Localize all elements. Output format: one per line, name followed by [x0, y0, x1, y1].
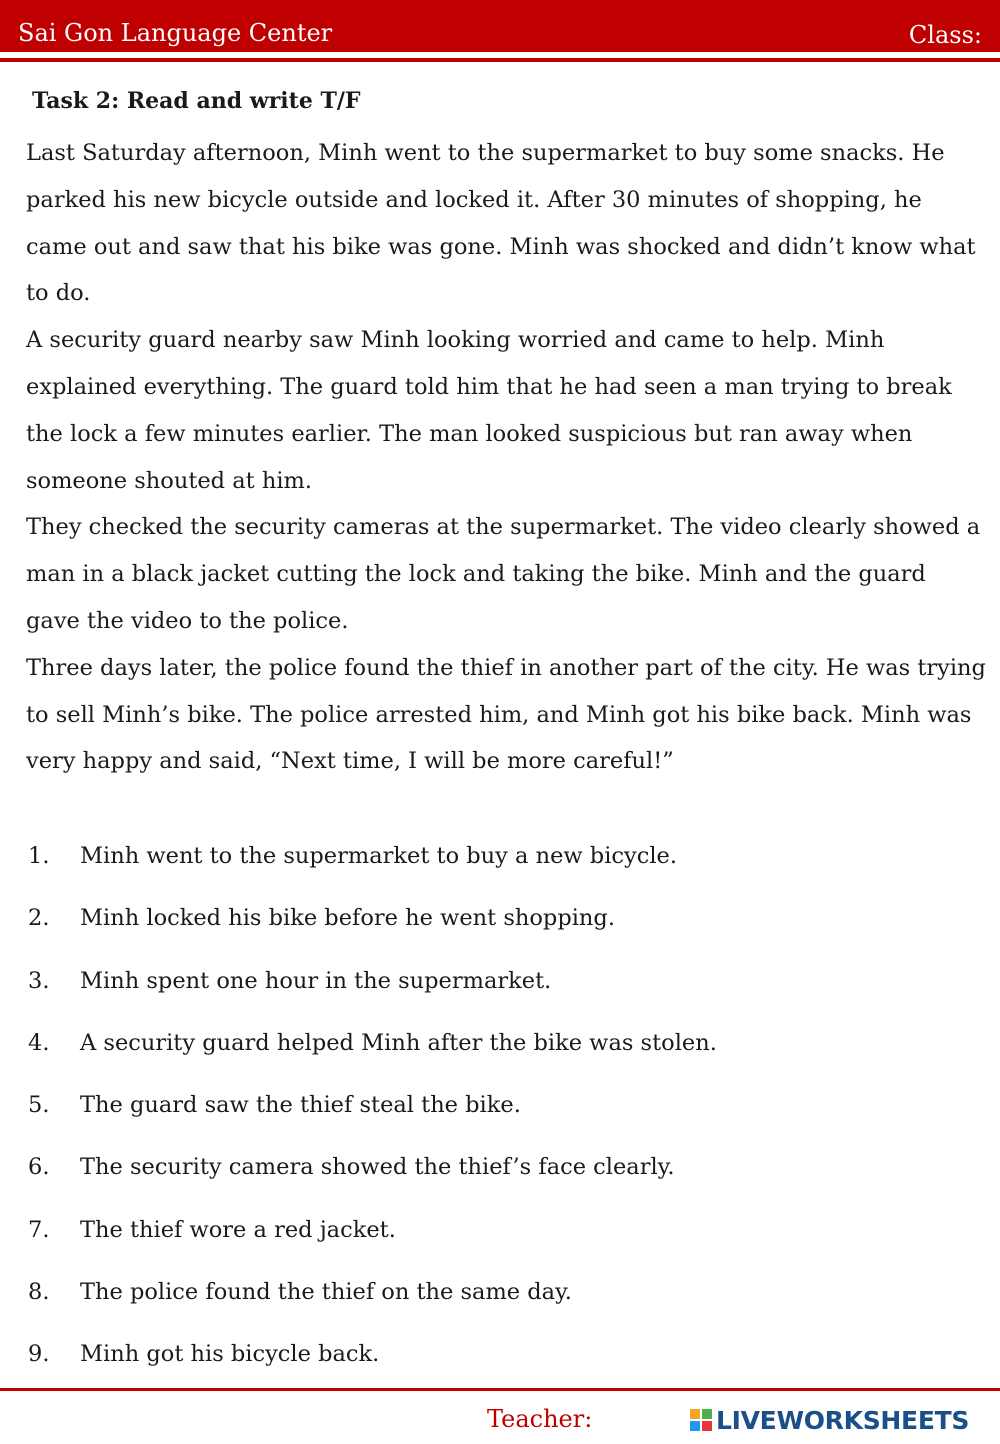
- question-number: 6.: [28, 1154, 50, 1181]
- question-text: Minh spent one hour in the supermarket.: [80, 967, 552, 994]
- question-item: [28, 1081, 968, 1143]
- logo-text: LIVEWORKSHEETS: [716, 1405, 970, 1435]
- question-text: Minh got his bicycle back.: [80, 1341, 380, 1368]
- question-text: The thief wore a red jacket.: [80, 1216, 396, 1243]
- liveworksheets-logo-icon: [690, 1409, 712, 1431]
- question-item: [28, 1330, 968, 1392]
- task-title: Task 2: Read and write T/F: [32, 88, 361, 114]
- question-number: 1.: [28, 843, 50, 869]
- question-text: The guard saw the thief steal the bike.: [80, 1092, 521, 1119]
- question-number: 8.: [28, 1279, 50, 1306]
- question-text: Minh went to the supermarket to buy a new bicycle.: [80, 843, 677, 869]
- logo-square: [690, 1409, 700, 1419]
- passage-paragraph: They checked the security cameras at the supermarket. The video clearly showed a man in a black jacket cutting the lock and taking the bike. Minh and the guard gave the video to the police.: [26, 514, 981, 634]
- center-name: Sai Gon Language Center: [18, 19, 333, 47]
- logo-square: [690, 1421, 700, 1431]
- question-number: 9.: [28, 1341, 50, 1368]
- passage-paragraph: Last Saturday afternoon, Minh went to the supermarket to buy some snacks. He parked his new bicycle outside and locked it. After 30 minutes of shopping, he came out and saw that his bike was gone. Minh was shocked and didn’t know what to do.: [26, 140, 976, 307]
- question-text: A security guard helped Minh after the bike was stolen.: [80, 1029, 717, 1056]
- question-number: 2.: [28, 905, 50, 932]
- passage-paragraph: Three days later, the police found the thief in another part of the city. He was trying to sell Minh’s bike. The police arrested him, and Minh got his bike back. Minh was very happy and said, “Next time, I will be more careful!”: [26, 654, 986, 775]
- question-item: [28, 1268, 968, 1330]
- teacher-label: Teacher:: [487, 1405, 593, 1433]
- question-number: 5.: [28, 1092, 50, 1119]
- reading-passage: [26, 130, 986, 785]
- question-item: [28, 1206, 968, 1268]
- logo-square: [702, 1409, 712, 1419]
- question-text: The security camera showed the thief’s face clearly.: [80, 1154, 675, 1181]
- passage-paragraph: A security guard nearby saw Minh looking worried and came to help. Minh explained everything. The guard told him that he had seen a man trying to break the lock a few minutes earlier. The man looked suspicious but ran away when someone shouted at him.: [26, 327, 952, 494]
- header-divider: [0, 58, 1000, 62]
- footer-divider: [0, 1388, 1000, 1391]
- question-number: 7.: [28, 1216, 50, 1243]
- question-item: [28, 832, 968, 894]
- question-text: Minh locked his bike before he went shopping.: [80, 905, 615, 932]
- logo-square: [702, 1421, 712, 1431]
- question-item: [28, 1143, 968, 1205]
- question-text: The police found the thief on the same day.: [80, 1279, 572, 1306]
- question-item: [28, 1019, 968, 1081]
- question-number: 4.: [28, 1029, 50, 1056]
- header-bar: [0, 0, 1000, 52]
- question-item: [28, 894, 968, 956]
- question-item: [28, 957, 968, 1019]
- question-number: 3.: [28, 967, 50, 994]
- liveworksheets-logo[interactable]: [690, 1404, 969, 1436]
- question-list: [28, 832, 968, 1393]
- class-label: Class:: [908, 21, 982, 49]
